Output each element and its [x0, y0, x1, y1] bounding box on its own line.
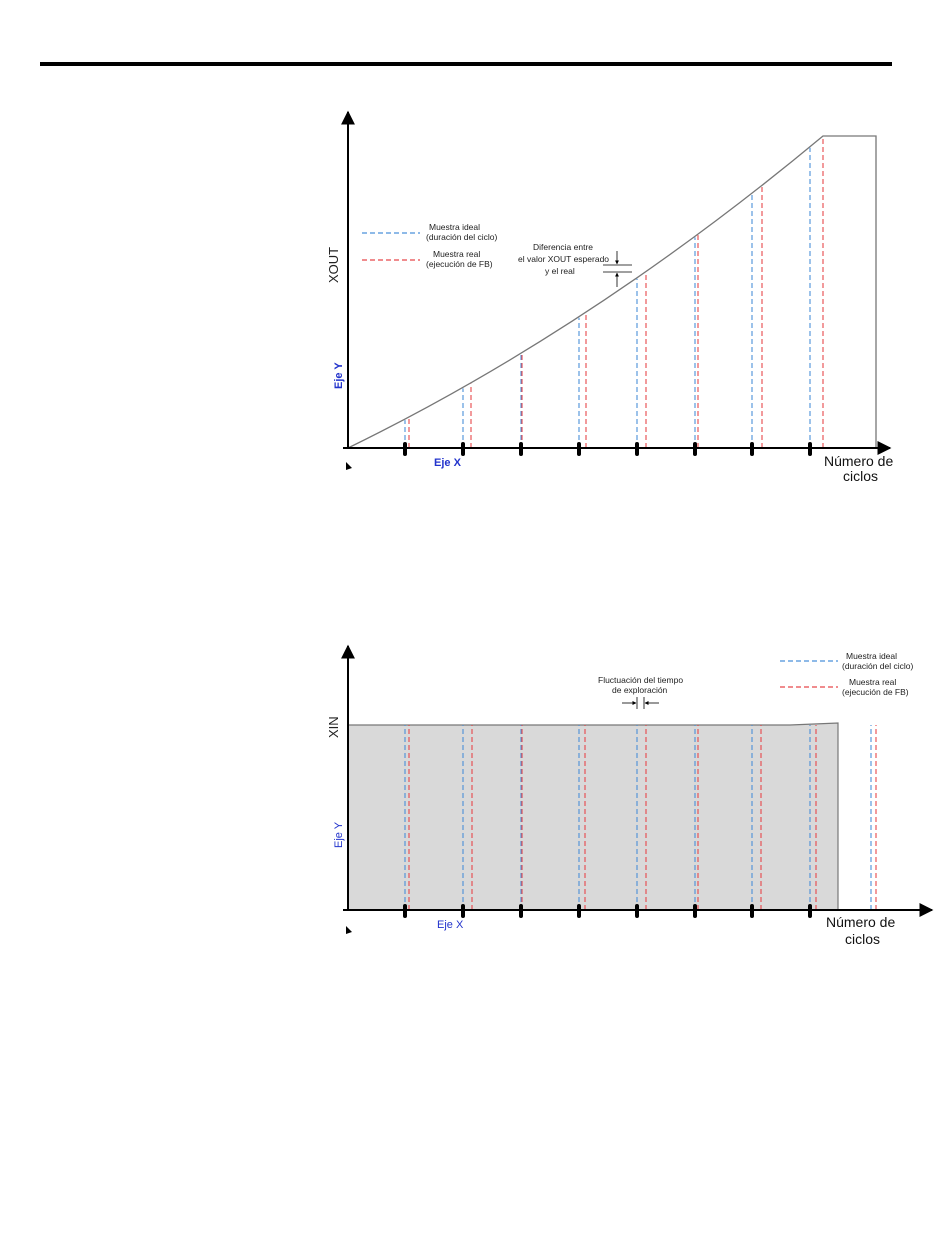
xout-legend-ideal-line1: Muestra ideal	[429, 222, 481, 232]
xin-x-label: Eje X	[437, 919, 464, 931]
xout-x-tick	[577, 442, 581, 456]
xin-legend-ideal-line2: (duración del ciclo)	[842, 661, 914, 671]
xin-legend-real-line2: (ejecución de FB)	[842, 687, 909, 697]
xout-x-tick	[750, 442, 754, 456]
xout-annotation-line2: el valor XOUT esperado	[518, 254, 610, 264]
xin-legend-real-line1: Muestra real	[849, 677, 897, 687]
xin-legend	[780, 651, 914, 697]
xout-x-label: Eje X	[434, 457, 461, 469]
xin-jitter-annotation	[598, 675, 683, 709]
xin-x-tick	[693, 904, 697, 918]
xout-x-tick	[403, 442, 407, 456]
diagram-xout	[326, 112, 893, 484]
xout-sample-lines	[405, 137, 823, 448]
xin-y-label: Eje Y	[333, 821, 345, 848]
xout-x-tick	[693, 442, 697, 456]
xin-x-tick	[403, 904, 407, 918]
xout-y-label: Eje Y	[333, 362, 345, 389]
xin-y-title: XIN	[326, 716, 341, 738]
xout-x-tick	[519, 442, 523, 456]
xout-origin-mark	[346, 462, 352, 470]
xout-legend-real-line1: Muestra real	[433, 249, 481, 259]
xout-x-tick	[461, 442, 465, 456]
xin-x-title-line2: ciclos	[845, 931, 881, 947]
xout-difference-annotation	[518, 242, 632, 287]
xin-x-tick	[635, 904, 639, 918]
xout-legend-real-line2: (ejecución de FB)	[426, 259, 493, 269]
xin-x-tick	[519, 904, 523, 918]
xout-y-title: XOUT	[326, 246, 341, 283]
xin-x-tick	[750, 904, 754, 918]
xout-legend-ideal-line2: (duración del ciclo)	[426, 232, 498, 242]
xin-x-title-line1: Número de	[826, 914, 896, 930]
xin-annotation-line1: Fluctuación del tiempo	[598, 675, 684, 685]
xout-x-tick	[635, 442, 639, 456]
xout-annotation-line3: y el real	[545, 266, 575, 276]
xin-x-tick	[577, 904, 581, 918]
xin-legend-ideal-line1: Muestra ideal	[846, 651, 898, 661]
diagram-xin	[326, 646, 932, 947]
xout-annotation-line1: Diferencia entre	[533, 242, 594, 252]
xin-annotation-line2: de exploración	[612, 685, 668, 695]
xin-x-tick	[461, 904, 465, 918]
xout-x-tick	[808, 442, 812, 456]
xout-legend	[362, 222, 498, 269]
xout-x-title-line2: ciclos	[843, 468, 879, 484]
xin-x-tick	[808, 904, 812, 918]
xout-x-title-line1: Número de	[824, 453, 894, 469]
xin-origin-mark	[346, 926, 352, 934]
xout-curve	[348, 136, 876, 448]
xin-filled-region	[348, 723, 838, 910]
